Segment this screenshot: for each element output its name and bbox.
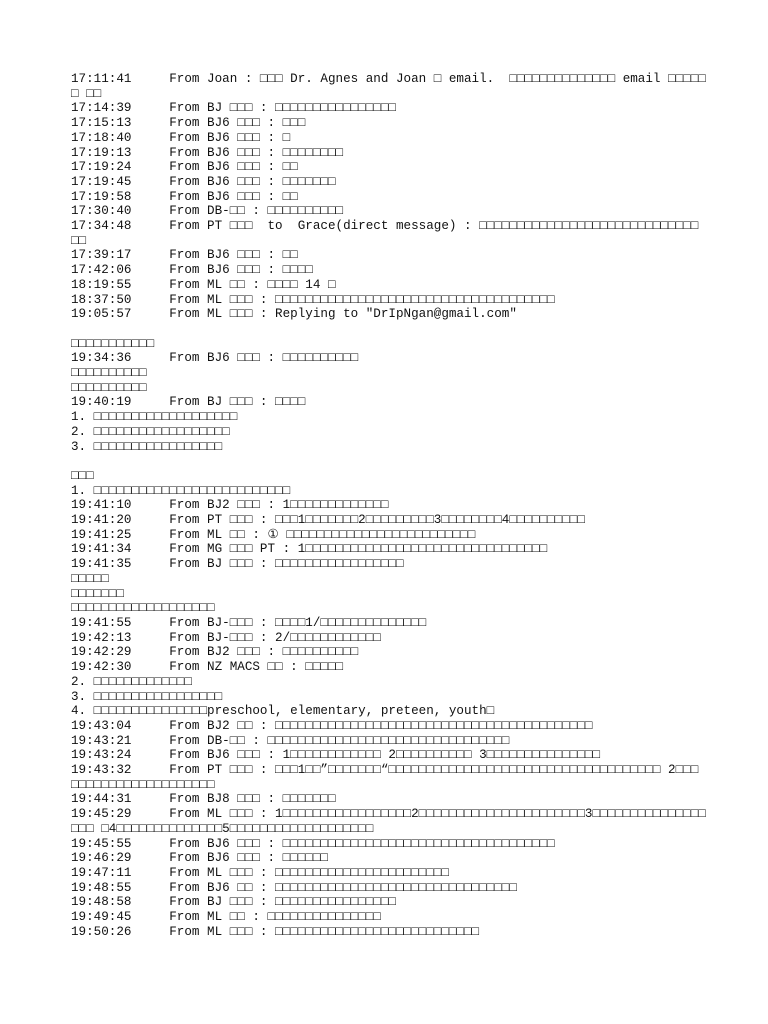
- chat-log-line: 19:48:58 From BJ □□□ : □□□□□□□□□□□□□□□□: [71, 895, 396, 910]
- chat-log-line: □□□□□□□□□□□: [71, 336, 155, 351]
- chat-log-line: □□□□□□□: [71, 586, 124, 601]
- chat-log-line: □□□□□□□□□□: [71, 366, 147, 381]
- chat-log-line: [71, 322, 711, 337]
- chat-log-line: 19:50:26 From ML □□□ : □□□□□□□□□□□□□□□□□□□□□□□□□□□: [71, 924, 480, 939]
- chat-log-line: 4. □□□□□□□□□□□□□□□preschool, elementary, preteen, youth□: [71, 704, 495, 719]
- chat-log-line: □□□: [71, 468, 94, 483]
- chat-log-line: □□□□□□□□□□: [71, 380, 147, 395]
- chat-log-line: 17:19:58 From BJ6 □□□ : □□: [71, 189, 298, 204]
- chat-log-line: 19:47:11 From ML □□□ : □□□□□□□□□□□□□□□□□□□□□□□: [71, 865, 449, 880]
- chat-log-line: □□□□□□□□□□□□□□□□□□□: [71, 601, 215, 616]
- chat-log-line: 19:43:21 From DB-□□ : □□□□□□□□□□□□□□□□□□□□□□□□□□□□□□□□: [71, 733, 510, 748]
- chat-log-line: 19:44:31 From BJ8 □□□ : □□□□□□□: [71, 792, 336, 807]
- chat-log-line: 17:19:45 From BJ6 □□□ : □□□□□□□: [71, 174, 336, 189]
- chat-log-line: [71, 454, 711, 469]
- chat-log-line: 18:19:55 From ML □□ : □□□□ 14 □: [71, 277, 336, 292]
- chat-log-line: 17:15:13 From BJ6 □□□ : □□□: [71, 116, 306, 131]
- chat-log-line: 17:42:06 From BJ6 □□□ : □□□□: [71, 263, 313, 278]
- chat-log-line: 3. □□□□□□□□□□□□□□□□□: [71, 439, 223, 454]
- chat-log-line: 17:30:40 From DB-□□ : □□□□□□□□□□: [71, 204, 344, 219]
- chat-log-line: 17:19:13 From BJ6 □□□ : □□□□□□□□: [71, 145, 344, 160]
- chat-log-line: 19:41:34 From MG □□□ PT : 1□□□□□□□□□□□□□□□□□□□□□□□□□□□□□□□□: [71, 542, 548, 557]
- chat-log-line: 19:05:57 From ML □□□ : Replying to "DrIpNgan@gmail.com": [71, 307, 517, 322]
- chat-log-line: 19:41:35 From BJ □□□ : □□□□□□□□□□□□□□□□□: [71, 557, 404, 572]
- chat-log-line: 19:41:25 From ML □□ : ① □□□□□□□□□□□□□□□□□□□□□□□□□: [71, 527, 476, 542]
- chat-log-line: 19:40:19 From BJ □□□ : □□□□: [71, 395, 306, 410]
- chat-log-line: □□□□□: [71, 571, 109, 586]
- chat-log-line: 2. □□□□□□□□□□□□□□□□□□: [71, 424, 230, 439]
- chat-log-line: 17:14:39 From BJ □□□ : □□□□□□□□□□□□□□□□: [71, 101, 396, 116]
- chat-log-line: 1. □□□□□□□□□□□□□□□□□□□: [71, 410, 238, 425]
- chat-log-line: 2. □□□□□□□□□□□□□: [71, 674, 192, 689]
- chat-log-line: 19:42:13 From BJ-□□□ : 2/□□□□□□□□□□□□: [71, 630, 381, 645]
- chat-log-line: 17:11:41 From Joan : □□□ Dr. Agnes and Joan □ email. □□□□□□□□□□□□□□ email □□□□□□ □□: [71, 72, 706, 101]
- chat-log-line: 18:37:50 From ML □□□ : □□□□□□□□□□□□□□□□□□□□□□□□□□□□□□□□□□□□□: [71, 292, 555, 307]
- chat-log-line: 19:45:55 From BJ6 □□□ : □□□□□□□□□□□□□□□□□□□□□□□□□□□□□□□□□□□□: [71, 836, 555, 851]
- chat-log-line: 17:19:24 From BJ6 □□□ : □□: [71, 160, 298, 175]
- chat-log-line: 19:49:45 From ML □□ : □□□□□□□□□□□□□□□: [71, 910, 381, 925]
- chat-log-line: 19:41:55 From BJ-□□□ : □□□□1/□□□□□□□□□□□□□□: [71, 615, 427, 630]
- chat-log-line: 19:46:29 From BJ6 □□□ : □□□□□□: [71, 851, 328, 866]
- chat-log-line: 19:43:32 From PT □□□ : □□□1□□”□□□□□□□“□□□□□□□□□□□□□□□□□□□□□□□□□□□□□□□□□□□□ 2□□□ □□□□□□□□□□□□□□□□□□□: [71, 763, 706, 792]
- chat-log-document: [71, 72, 714, 939]
- chat-log-line: 19:42:29 From BJ2 □□□ : □□□□□□□□□□: [71, 645, 359, 660]
- chat-log-line: 19:42:30 From NZ MACS □□ : □□□□□: [71, 660, 344, 675]
- chat-log-line: 19:48:55 From BJ6 □□ : □□□□□□□□□□□□□□□□□□□□□□□□□□□□□□□□: [71, 880, 517, 895]
- chat-log-line: 1. □□□□□□□□□□□□□□□□□□□□□□□□□□: [71, 483, 291, 498]
- chat-log-line: 19:45:29 From ML □□□ : 1□□□□□□□□□□□□□□□□□2□□□□□□□□□□□□□□□□□□□□□□3□□□□□□□□□□□□□□□ □□□ □4□□□□□□□□□□□□□□5□□□□□□□□□□□□□□□□□□□: [71, 807, 714, 836]
- chat-log-line: 19:34:36 From BJ6 □□□ : □□□□□□□□□□: [71, 351, 359, 366]
- chat-log-line: 3. □□□□□□□□□□□□□□□□□: [71, 689, 223, 704]
- chat-log-line: 19:41:10 From BJ2 □□□ : 1□□□□□□□□□□□□□: [71, 498, 389, 513]
- chat-log-line: 19:43:24 From BJ6 □□□ : 1□□□□□□□□□□□□ 2□□□□□□□□□□ 3□□□□□□□□□□□□□□□: [71, 748, 601, 763]
- chat-log-line: 17:18:40 From BJ6 □□□ : □: [71, 130, 291, 145]
- chat-log-line: 19:41:20 From PT □□□ : □□□1□□□□□□□2□□□□□□□□□3□□□□□□□□4□□□□□□□□□□: [71, 513, 585, 528]
- chat-log-line: 17:34:48 From PT □□□ to Grace(direct message) : □□□□□□□□□□□□□□□□□□□□□□□□□□□□□ □□: [71, 219, 706, 248]
- chat-log-line: 17:39:17 From BJ6 □□□ : □□: [71, 248, 298, 263]
- chat-log-line: 19:43:04 From BJ2 □□ : □□□□□□□□□□□□□□□□□□□□□□□□□□□□□□□□□□□□□□□□□□: [71, 718, 593, 733]
